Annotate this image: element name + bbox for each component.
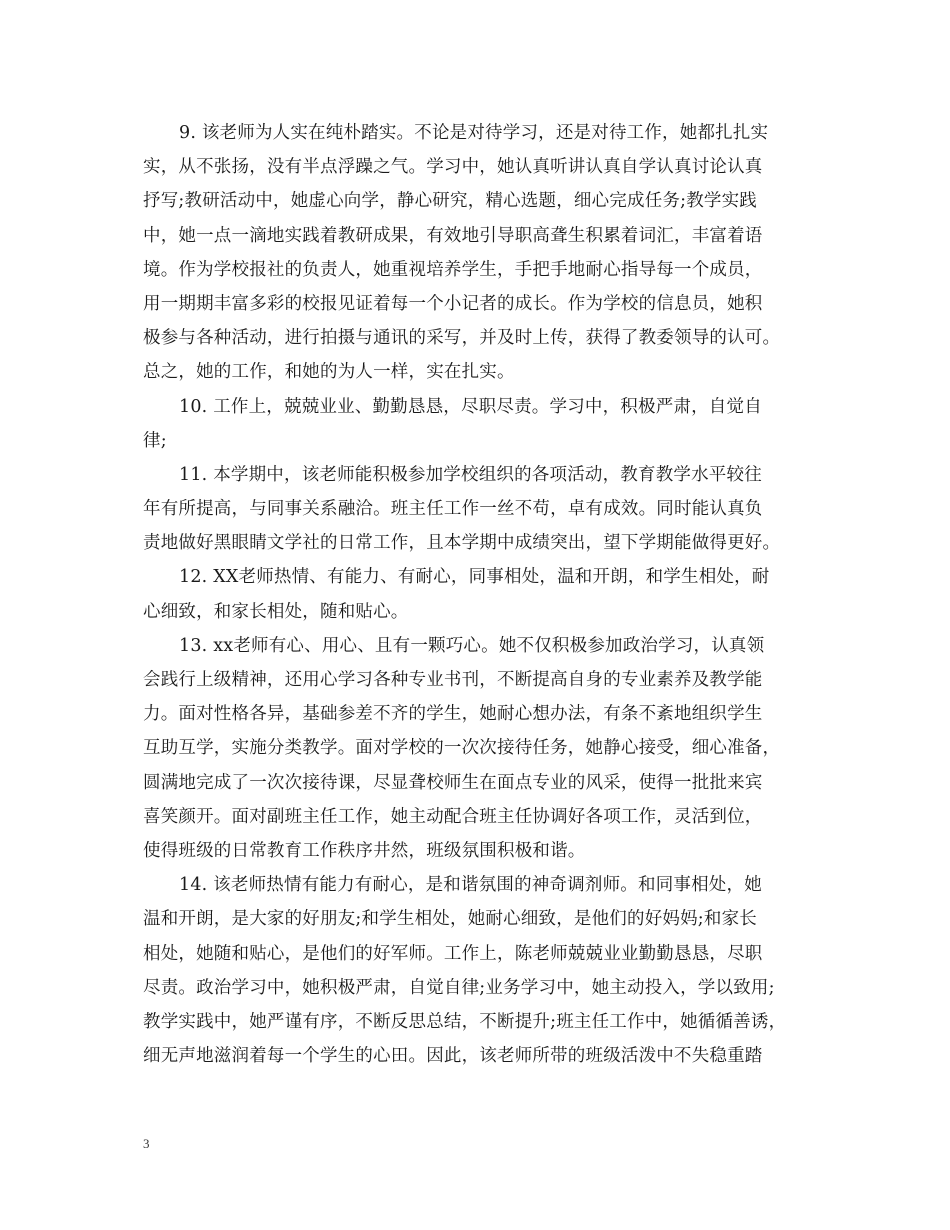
text-line: 会践行上级精神，还用心学习各种专业书刊，不断提高自身的专业素养及教学能 [143, 670, 763, 690]
text-line: 温和开朗，是大家的好朋友;和学生相处，她耐心细致，是他们的好妈妈;和家长 [143, 909, 757, 930]
text-line: 细无声地滋润着每一个学生的心田。因此，该老师所带的班级活泼中不失稳重踏 [143, 1046, 763, 1067]
paragraph [143, 116, 813, 390]
text-line: 尽责。政治学习中，她积极严肃，自觉自律;业务学习中，她主动投入，学以致用; [143, 977, 775, 998]
text-line: 14. 该老师热情有能力有耐心，是和谐氛围的神奇调剂师。和同事相处，她 [179, 875, 762, 896]
paragraph [143, 560, 813, 628]
text-line: 力。面对性格各异，基础参差不齐的学生，她耐心想办法，有条不紊地组织学生 [143, 704, 763, 725]
text-line: 喜笑颜开。面对副班主任工作，她主动配合班主任协调好各项工作，灵活到位， [143, 806, 763, 827]
text-line: 境。作为学校报社的负责人，她重视培养学生，手把手地耐心指导每一个成员， [143, 259, 763, 280]
text-line: 相处，她随和贴心，是他们的好军师。工作上，陈老师兢兢业业勤勤恳恳，尽职 [143, 943, 763, 964]
text-line: 互助互学，实施分类教学。面对学校的一次次接待任务，她静心接受，细心准备， [143, 738, 781, 759]
text-line: 用一期期丰富多彩的校报见证着每一个小记者的成长。作为学校的信息员，她积 [143, 293, 763, 314]
text-line: 11. 本学期中，该老师能积极参加学校组织的各项活动，教育教学水平较往 [179, 464, 762, 485]
text-line: 年有所提高，与同事关系融洽。班主任工作一丝不苟，卓有成效。同时能认真负 [143, 499, 763, 520]
text-line: 13. xx老师有心、用心、且有一颗巧心。她不仅积极参加政治学习，认真领 [179, 635, 765, 656]
text-line: 抒写;教研活动中，她虚心向学，静心研究，精心选题，细心完成任务;教学实践 [143, 191, 757, 212]
text-line: 使得班级的日常教育工作秩序井然，班级氛围积极和谐。 [143, 840, 586, 861]
text-line: 总之，她的工作，和她的为人一样，实在扎实。 [143, 362, 515, 383]
paragraph [143, 458, 813, 561]
text-line: 10. 工作上，兢兢业业、勤勤恳恳，尽职尽责。学习中，积极严肃，自觉自 [179, 396, 762, 417]
paragraph [143, 390, 813, 458]
paragraph [143, 868, 813, 1073]
text-line: 实，从不张扬，没有半点浮躁之气。学习中，她认真听讲认真自学认真讨论认真 [143, 157, 763, 178]
text-line: 心细致，和家长相处，随和贴心。 [143, 601, 409, 622]
paragraph [143, 629, 813, 868]
document-body [143, 116, 813, 1073]
text-line: 圆满地完成了一次次接待课，尽显聋校师生在面点专业的风采，使得一批批来宾 [143, 772, 763, 793]
text-line: 教学实践中，她严谨有序，不断反思总结，不断提升;班主任工作中，她循循善诱， [143, 1011, 787, 1032]
text-line: 中，她一点一滴地实践着教研成果，有效地引导职高聋生积累着词汇，丰富着语 [143, 225, 763, 246]
text-line: 12. XX老师热情、有能力、有耐心，同事相处，温和开朗，和学生相处，耐 [179, 567, 770, 588]
text-line: 9. 该老师为人实在纯朴踏实。不论是对待学习，还是对待工作，她都扎扎实 [179, 123, 769, 143]
text-line: 极参与各种活动，进行拍摄与通讯的采写，并及时上传，获得了教委领导的认可。 [143, 328, 781, 349]
text-line: 律; [143, 430, 167, 451]
text-line: 责地做好黑眼睛文学社的日常工作，且本学期中成绩突出，望下学期能做得更好。 [143, 533, 781, 554]
page-number: 3 [143, 1136, 150, 1151]
